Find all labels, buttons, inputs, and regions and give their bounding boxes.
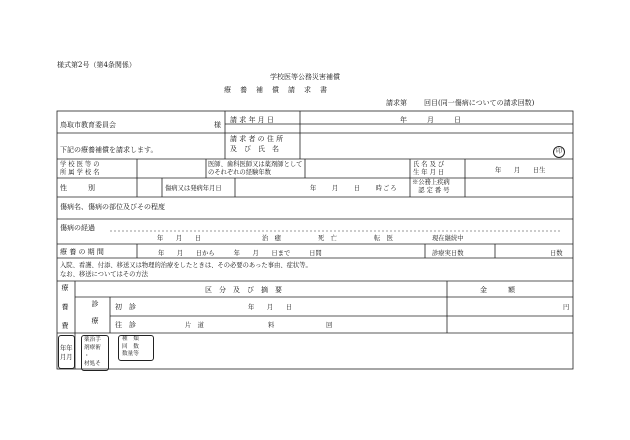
- sex-label: 性 別: [60, 184, 95, 192]
- experience-label: 医師、歯科医師又は薬剤師として のそれぞれの経験年数: [208, 161, 303, 176]
- first-visit-label: 初 診: [115, 303, 136, 311]
- type-label: 種 類 回 数 数量等: [122, 336, 139, 357]
- yen-unit: 円: [563, 304, 570, 311]
- addressee: 鳥取市教育委員会: [60, 121, 116, 129]
- claim-number-prefix: 請求第: [386, 99, 407, 107]
- form-subtitle: 療 養 補 償 請 求 書: [224, 86, 328, 94]
- course-label: 傷病の経過: [60, 224, 95, 232]
- period-label: 療 養 の 期 間: [60, 248, 104, 256]
- school-label: 学 校 医 等 の 所 属 学 校 名: [60, 161, 100, 176]
- exam-label: 診療: [91, 300, 99, 334]
- course-continuing[interactable]: 現在継続中: [432, 235, 464, 242]
- claim-date-value[interactable]: 年 月 日: [400, 116, 463, 124]
- treatment-days-unit: 日数: [550, 250, 563, 257]
- fee-label: 料: [268, 322, 275, 329]
- dob-value[interactable]: 年 月 日生: [495, 167, 546, 174]
- house-call-label: 往 診: [115, 321, 136, 329]
- one-way-label: 片 道: [185, 322, 204, 329]
- note-line-1: 入院、看護、付添、移送又は物理的治療をしたときは、その必要のあった事由、症状等。: [60, 262, 312, 269]
- request-text: 下記の療養補償を請求します。: [60, 146, 158, 154]
- amount-header: 金 額: [480, 286, 515, 294]
- period-value[interactable]: 年 月 日から 年 月 日まで 日間: [158, 250, 322, 257]
- course-cured[interactable]: 治 癒: [262, 235, 281, 242]
- injury-name-label: 傷病名、傷病の部位及びその程度: [60, 203, 165, 211]
- cost-side-label: 療養費: [61, 284, 69, 341]
- injury-date-label: 傷病又は発病年月日: [165, 185, 222, 192]
- name-dob-label: 氏 名 及 び 生 年 月 日: [413, 161, 445, 176]
- disease-code-label: ※公務上疾病 認 定 番 号: [412, 179, 450, 194]
- claim-number-suffix: 回目(同一傷病についての請求回数): [424, 99, 535, 107]
- injury-date-value[interactable]: 年 月 日 時ごろ: [310, 185, 398, 192]
- year-month-label: 年年 月月: [60, 345, 73, 361]
- course-date[interactable]: 年 月 日: [157, 235, 202, 242]
- claimant-label: 請 求 者 の 住 所 及 び 氏 名: [230, 135, 284, 153]
- times-label: 回: [326, 322, 333, 329]
- form-number: 様式第2号（第4条関係）: [57, 61, 136, 69]
- seal-mark: 印: [553, 146, 565, 158]
- treatment-days-label: 診療実日数: [432, 250, 464, 257]
- honorific: 様: [214, 121, 221, 129]
- course-transfer[interactable]: 転 医: [374, 235, 393, 242]
- division-header: 区 分 及 び 摘 要: [205, 286, 282, 294]
- first-visit-date[interactable]: 年 月 日: [248, 304, 293, 311]
- medicine-label: 薬治手 剤療術 ・ 材処そ: [84, 337, 101, 367]
- form-title: 学校医等公務災害補償: [270, 73, 340, 81]
- course-death[interactable]: 死 亡: [318, 235, 337, 242]
- claim-date-label: 請 求 年 月 日: [230, 116, 274, 124]
- note-line-2: なお、移送についてはその方法: [60, 271, 149, 278]
